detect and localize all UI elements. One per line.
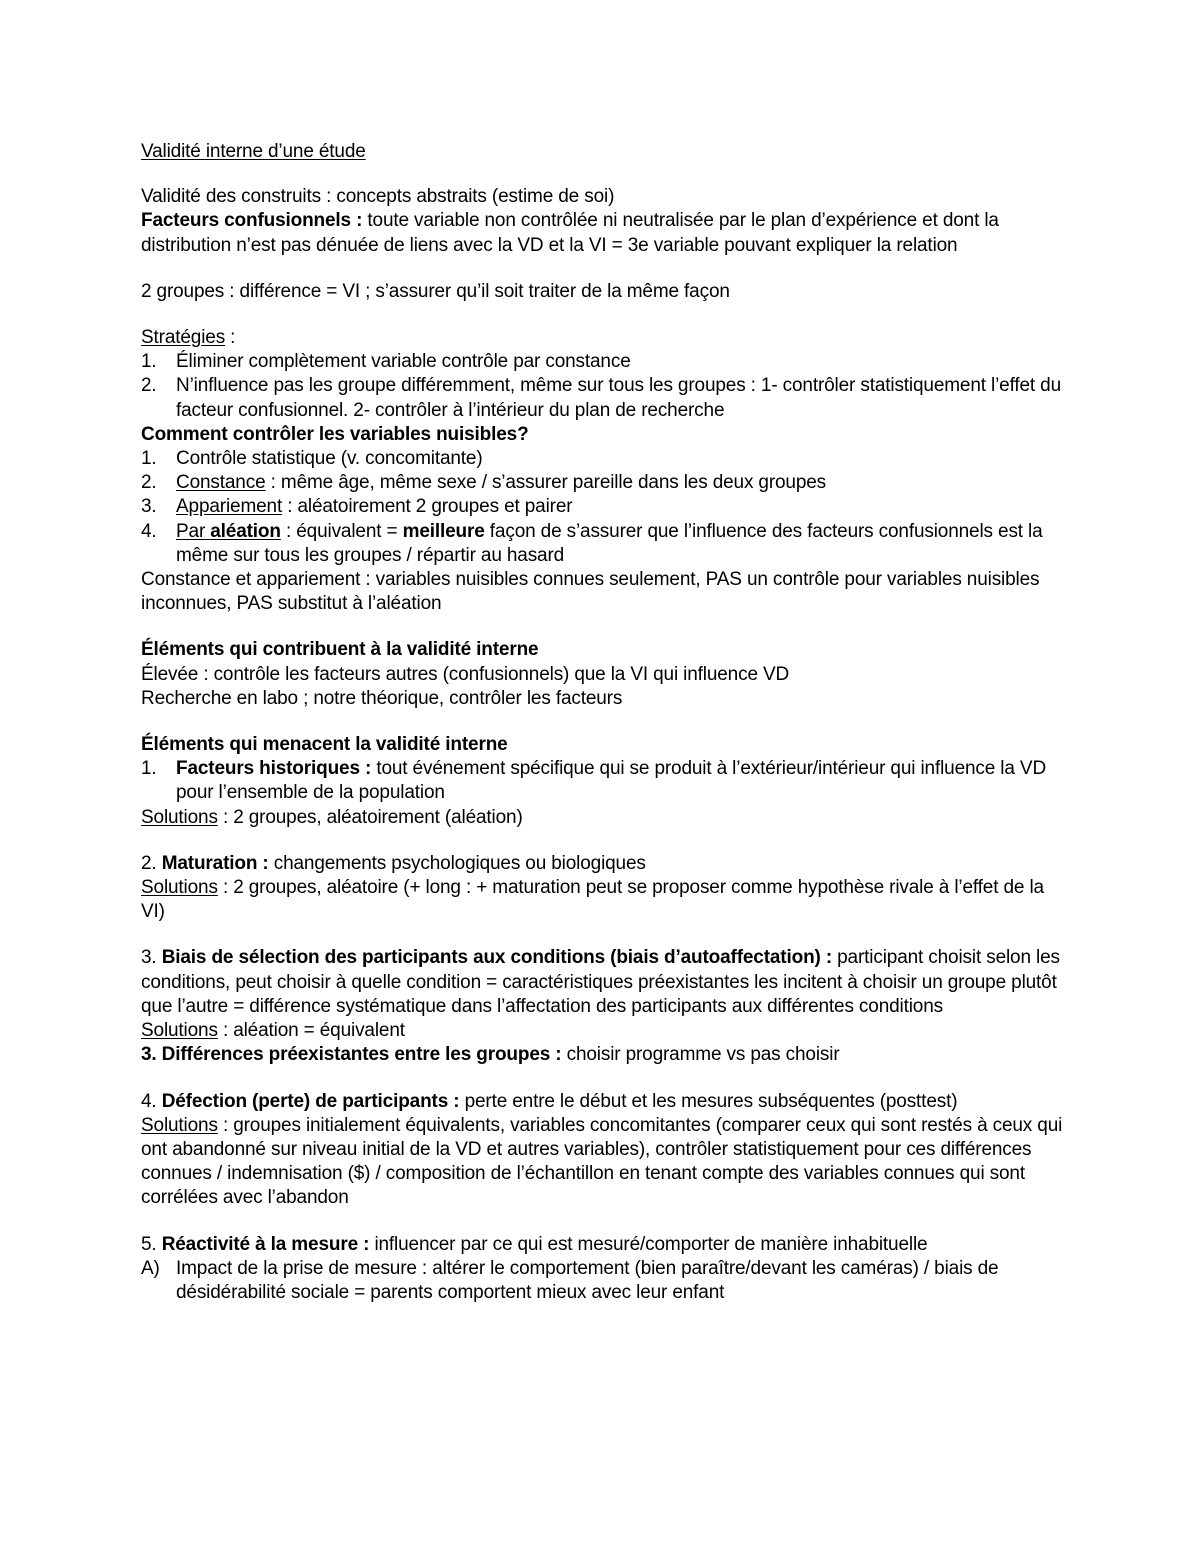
- solutions-line: Solutions : 2 groupes, aléatoire (+ long : + maturation peut se proposer comme hypothèse rivale à l’effet de la VI): [141, 877, 1044, 923]
- contribuent-heading: Éléments qui contribuent à la validité interne: [141, 639, 539, 661]
- facteurs-confusionnels-paragraph: Facteurs confusionnels : toute variable non contrôlée ni neutralisée par le plan d’expérience et dont la distribution n’est pas dénuée de liens avec la VD et la VI = 3e variable pouvant expliquer la relation: [141, 210, 999, 256]
- controle-heading: Comment contrôler les variables nuisibles?: [141, 423, 529, 445]
- maturation-paragraph: 2. Maturation : changements psychologiques ou biologiques: [141, 852, 646, 874]
- menacent-list: [141, 757, 1071, 805]
- construits-line: Validité des construits : concepts abstraits (estime de soi): [141, 186, 615, 208]
- list-item: 1. Facteurs historiques : tout événement spécifique qui se produit à l’extérieur/intérieur qui influence la VD pour l’ensemble de la population: [141, 758, 1047, 804]
- strategies-list: [141, 350, 1071, 423]
- list-item: A) Impact de la prise de mesure : altérer le comportement (bien paraître/devant les caméras) / biais de désidérabilité sociale = parents comportent mieux avec leur enfant: [141, 1257, 999, 1303]
- controle-list: [141, 447, 1071, 568]
- document-page: [141, 140, 1071, 1305]
- list-item: 1. Contrôle statistique (v. concomitante): [141, 448, 483, 470]
- contribuent-line: Élevée : contrôle les facteurs autres (confusionnels) que la VI qui influence VD: [141, 663, 790, 685]
- biais-selection-paragraph: 3. Biais de sélection des participants aux conditions (biais d’autoaffectation) : participant choisit selon les conditions, peut choisir à quelle condition = caractéristiques préexistantes les incitent à choisir un groupe plutôt que l’autre = différence systématique dans l’affectation des participants aux différentes conditions: [141, 947, 1060, 1017]
- solutions-line: Solutions : aléation = équivalent: [141, 1020, 405, 1042]
- reactivite-paragraph: 5. Réactivité à la mesure : influencer par ce qui est mesuré/comporter de manière inhabituelle: [141, 1233, 928, 1255]
- list-item: 3. Appariement : aléatoirement 2 groupes et pairer: [141, 496, 573, 518]
- differences-preexistantes-line: 3. Différences préexistantes entre les groupes : choisir programme vs pas choisir: [141, 1044, 840, 1066]
- constance-note: Constance et appariement : variables nuisibles connues seulement, PAS un contrôle pour variables nuisibles inconnues, PAS substitut à l’aléation: [141, 569, 1040, 615]
- solutions-line: Solutions : 2 groupes, aléatoirement (aléation): [141, 806, 523, 828]
- groupes-line: 2 groupes : différence = VI ; s’assurer qu’il soit traiter de la même façon: [141, 280, 730, 302]
- contribuent-line: Recherche en labo ; notre théorique, contrôler les facteurs: [141, 687, 623, 709]
- strategies-heading: Stratégies :: [141, 327, 236, 349]
- list-item: 1. Éliminer complètement variable contrôle par constance: [141, 351, 631, 373]
- list-item: 4. Par aléation : équivalent = meilleure façon de s’assurer que l’influence des facteurs confusionnels est la même sur tous les groupes / répartir au hasard: [141, 520, 1043, 566]
- document-title: Validité interne d’une étude: [141, 141, 366, 162]
- defection-paragraph: 4. Défection (perte) de participants : perte entre le début et les mesures subséquentes (posttest): [141, 1090, 958, 1112]
- list-item: 2. N’influence pas les groupe différemment, même sur tous les groupes : 1- contrôler statistiquement l’effet du facteur confusionnel. 2- contrôler à l’intérieur du plan de recherche: [141, 375, 1062, 421]
- list-item: 2. Constance : même âge, même sexe / s’assurer pareille dans les deux groupes: [141, 472, 827, 494]
- solutions-line: Solutions : groupes initialement équivalents, variables concomitantes (comparer ceux qui sont restés à ceux qui ont abandonné sur niveau initial de la VD et autres variables), contrôler statistiquement pour ces différences connues / indemnisation ($) / composition de l’échantillon en tenant compte des variables connues qui sont corrélées avec l’abandon: [141, 1114, 1063, 1209]
- reactivite-list: [141, 1257, 1071, 1305]
- menacent-heading: Éléments qui menacent la validité interne: [141, 734, 508, 756]
